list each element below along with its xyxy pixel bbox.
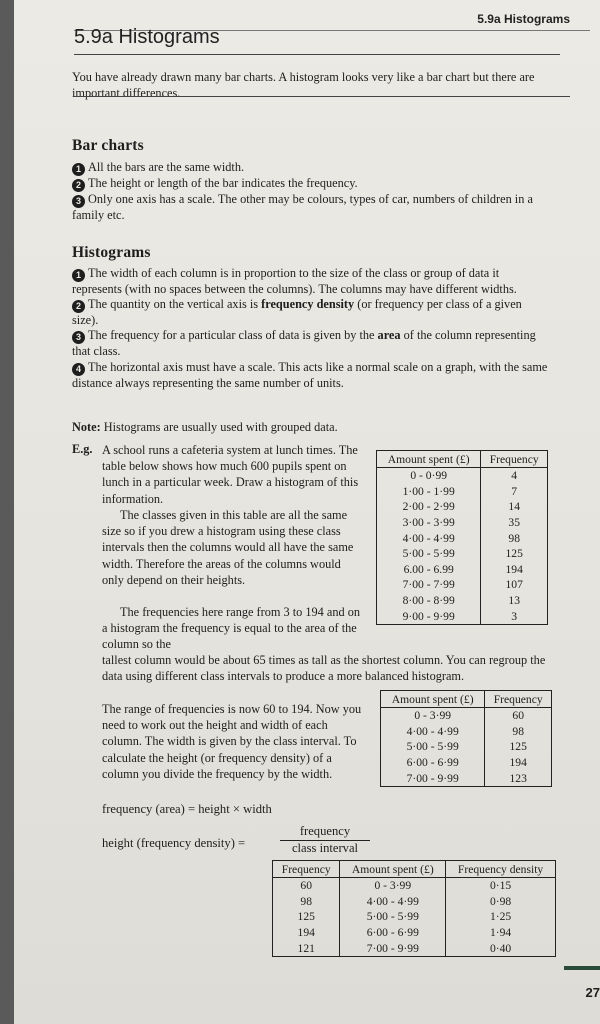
- table-row: 7·00 - 7·99 107: [377, 577, 548, 593]
- note: Note: Histograms are usually used with grouped data.: [72, 420, 338, 434]
- formula-fraction: [280, 824, 370, 856]
- number-2-icon: 2: [72, 179, 85, 192]
- bar-chart-point: 2 The height or length of the bar indicates the frequency.: [72, 176, 550, 192]
- number-3-icon: 3: [72, 195, 85, 208]
- histogram-point: 2 The quantity on the vertical axis is frequency density (or frequency per class of a given size).: [72, 297, 522, 328]
- example-para-3-continued: tallest column would be about 65 times as tall as the shortest column. You can regroup the data using different class intervals to produce a more balanced histogram.: [102, 653, 546, 684]
- table-3-frequency-density: [272, 860, 556, 957]
- formula-area: frequency (area) = height × width: [102, 802, 272, 816]
- table-header: Frequency density: [446, 861, 556, 878]
- table-row: 5·00 - 5·99 125: [377, 546, 548, 562]
- table-row: 3·00 - 3·99 35: [377, 515, 548, 531]
- table-row: 121 7·00 - 9·99 0·40: [273, 940, 556, 956]
- formula-height-lhs: height (frequency density) =: [102, 836, 246, 850]
- intro-rule: [74, 96, 570, 97]
- table-row: 60 0 - 3·99 0·15: [273, 878, 556, 894]
- running-head: 5.9a Histograms: [477, 12, 570, 26]
- table-row: 1·00 - 1·99 7: [377, 484, 548, 500]
- histogram-point: 1 The width of each column is in proportion to the size of the class or group of data it represents (with no spaces between the columns). The columns may have different widths.: [72, 266, 517, 296]
- number-1-icon: 1: [72, 269, 85, 282]
- table-row: 4·00 - 4·99 98: [381, 724, 552, 740]
- bar-chart-point: 3 Only one axis has a scale. The other may be colours, types of car, numbers of children in a family etc.: [72, 192, 533, 222]
- table-row: 2·00 - 2·99 14: [377, 499, 548, 515]
- number-1-icon: 1: [72, 163, 85, 176]
- example-para-4: The range of frequencies is now 60 to 194. Now you need to work out the height and width of each column. The width is given by the class interval. To calculate the height (or frequency density) of a column you divide the frequency by the width.: [102, 702, 362, 781]
- histogram-point: 4 The horizontal axis must have a scale. This acts like a normal scale on a graph, with the same distance always representing the same number of units.: [72, 359, 548, 390]
- table-1-amount-frequency: [376, 450, 548, 625]
- table-header: Amount spent (£): [340, 861, 446, 878]
- title-rule: [74, 54, 560, 55]
- number-2-icon: 2: [72, 300, 85, 313]
- bar-charts-heading: Bar charts: [72, 137, 144, 154]
- table-row: 98 4·00 - 4·99 0·98: [273, 894, 556, 910]
- table-2-regrouped: [380, 690, 552, 787]
- example-para-3: The frequencies here range from 3 to 194 and on a histogram the frequency is equal to the area of the column so the: [102, 605, 361, 652]
- histograms-heading: Histograms: [72, 244, 151, 261]
- table-header: Amount spent (£): [377, 451, 481, 468]
- fraction-numerator: frequency: [280, 824, 370, 841]
- number-4-icon: 4: [72, 363, 85, 376]
- table-header: Amount spent (£): [381, 691, 485, 708]
- example-para-1: A school runs a cafeteria system at lunch times. The table below shows how much 600 pupils spent on lunch in a particular week. Draw a histogram of this information.: [102, 443, 359, 506]
- fraction-denominator: class interval: [291, 841, 359, 855]
- intro-text: You have already drawn many bar charts. A histogram looks very like a bar chart but there are important differences.: [72, 70, 535, 100]
- footer-rule: [564, 966, 600, 970]
- table-row: 7·00 - 9·99 123: [381, 770, 552, 786]
- table-row: 4·00 - 4·99 98: [377, 530, 548, 546]
- table-row: 6.00 - 6.99 194: [377, 562, 548, 578]
- table-header: Frequency: [273, 861, 340, 878]
- table-row: 5·00 - 5·99 125: [381, 739, 552, 755]
- page-number: 27: [585, 985, 600, 1000]
- book-page: [14, 0, 600, 1024]
- table-row: 9·00 - 9·99 3: [377, 608, 548, 624]
- histograms-list: [72, 266, 550, 391]
- table-header: Frequency: [481, 451, 548, 468]
- table-row: 0 - 3·99 60: [381, 708, 552, 724]
- table-row: 125 5·00 - 5·99 1·25: [273, 909, 556, 925]
- page-title: 5.9a Histograms: [74, 26, 220, 48]
- table-row: 194 6·00 - 6·99 1·94: [273, 925, 556, 941]
- histogram-point: 3 The frequency for a particular class of data is given by the area of the column representing that class.: [72, 328, 536, 359]
- table-row: 8·00 - 8·99 13: [377, 593, 548, 609]
- example-para-2: The classes given in this table are all the same size so if you drew a histogram using these class intervals then the columns would all have the same width. Therefore the areas of the columns would only depend on their heights.: [102, 508, 354, 587]
- bar-charts-list: [72, 160, 550, 224]
- table-row: 0 - 0·99 4: [377, 468, 548, 484]
- number-3-icon: 3: [72, 331, 85, 344]
- table-header: Frequency: [485, 691, 552, 708]
- bar-chart-point: 1 All the bars are the same width.: [72, 160, 550, 176]
- table-row: 6·00 - 6·99 194: [381, 755, 552, 771]
- example-label: E.g.: [72, 442, 93, 456]
